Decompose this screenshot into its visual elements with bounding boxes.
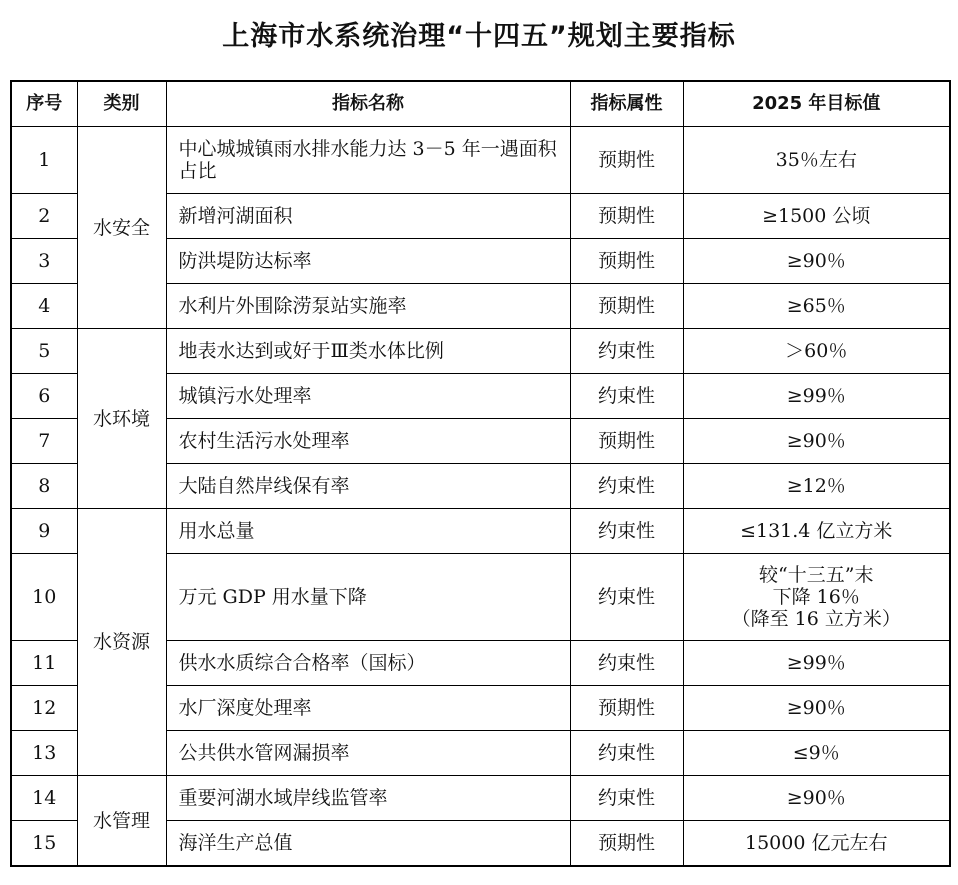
row-no: 12 bbox=[11, 686, 77, 731]
table-header-row bbox=[11, 81, 950, 127]
page-title: 上海市水系统治理“十四五”规划主要指标 bbox=[222, 21, 736, 52]
target-line: （降至 16 立方米） bbox=[731, 608, 901, 630]
table-row bbox=[11, 127, 950, 194]
row-attr: 约束性 bbox=[570, 776, 683, 821]
row-no: 3 bbox=[11, 239, 77, 284]
row-no: 10 bbox=[11, 554, 77, 641]
header-attr: 指标属性 bbox=[570, 81, 683, 127]
row-no: 14 bbox=[11, 776, 77, 821]
row-attr: 约束性 bbox=[570, 464, 683, 509]
row-no: 4 bbox=[11, 284, 77, 329]
row-target: ≥99％ bbox=[683, 374, 950, 419]
row-name: 防洪堤防达标率 bbox=[166, 239, 570, 284]
row-target: 35％左右 bbox=[683, 127, 950, 194]
row-target: ＞60％ bbox=[683, 329, 950, 374]
row-no: 11 bbox=[11, 641, 77, 686]
header-target: 2025 年目标值 bbox=[683, 81, 950, 127]
table-row bbox=[11, 776, 950, 821]
row-target: ≥90％ bbox=[683, 239, 950, 284]
target-line: 较“十三五”末 bbox=[759, 564, 874, 586]
category-cell: 水资源 bbox=[77, 509, 166, 776]
table-row bbox=[11, 509, 950, 554]
row-no: 13 bbox=[11, 731, 77, 776]
row-no: 9 bbox=[11, 509, 77, 554]
row-attr: 预期性 bbox=[570, 419, 683, 464]
row-target: ≥90％ bbox=[683, 686, 950, 731]
row-name: 水利片外围除涝泵站实施率 bbox=[166, 284, 570, 329]
row-no: 7 bbox=[11, 419, 77, 464]
row-attr: 预期性 bbox=[570, 239, 683, 284]
row-name: 公共供水管网漏损率 bbox=[166, 731, 570, 776]
row-name: 地表水达到或好于Ⅲ类水体比例 bbox=[166, 329, 570, 374]
row-no: 1 bbox=[11, 127, 77, 194]
row-name: 水厂深度处理率 bbox=[166, 686, 570, 731]
row-name: 供水水质综合合格率（国标） bbox=[166, 641, 570, 686]
row-target: ≤9％ bbox=[683, 731, 950, 776]
row-target: ≥90％ bbox=[683, 776, 950, 821]
row-name: 大陆自然岸线保有率 bbox=[166, 464, 570, 509]
category-cell: 水安全 bbox=[77, 127, 166, 329]
target-line: 下降 16％ bbox=[772, 586, 860, 608]
row-name: 农村生活污水处理率 bbox=[166, 419, 570, 464]
row-name: 中心城城镇雨水排水能力达 3－5 年一遇面积占比 bbox=[166, 127, 570, 194]
row-attr: 约束性 bbox=[570, 641, 683, 686]
row-target: ≥12％ bbox=[683, 464, 950, 509]
row-attr: 预期性 bbox=[570, 821, 683, 867]
row-name: 海洋生产总值 bbox=[166, 821, 570, 867]
header-name: 指标名称 bbox=[166, 81, 570, 127]
row-target: ≥1500 公顷 bbox=[683, 194, 950, 239]
row-target: 15000 亿元左右 bbox=[683, 821, 950, 867]
row-name: 城镇污水处理率 bbox=[166, 374, 570, 419]
row-name: 用水总量 bbox=[166, 509, 570, 554]
category-cell: 水管理 bbox=[77, 776, 166, 867]
row-attr: 预期性 bbox=[570, 686, 683, 731]
row-name: 重要河湖水域岸线监管率 bbox=[166, 776, 570, 821]
category-cell: 水环境 bbox=[77, 329, 166, 509]
row-attr: 约束性 bbox=[570, 509, 683, 554]
row-attr: 预期性 bbox=[570, 284, 683, 329]
row-no: 5 bbox=[11, 329, 77, 374]
row-target: ≤131.4 亿立方米 bbox=[683, 509, 950, 554]
header-seq: 序号 bbox=[11, 81, 77, 127]
row-no: 8 bbox=[11, 464, 77, 509]
row-target bbox=[683, 554, 950, 641]
row-attr: 预期性 bbox=[570, 194, 683, 239]
row-target: ≥99％ bbox=[683, 641, 950, 686]
indicator-table bbox=[10, 80, 951, 867]
row-target: ≥65％ bbox=[683, 284, 950, 329]
row-no: 6 bbox=[11, 374, 77, 419]
row-name: 万元 GDP 用水量下降 bbox=[166, 554, 570, 641]
row-target: ≥90％ bbox=[683, 419, 950, 464]
row-no: 15 bbox=[11, 821, 77, 867]
row-attr: 预期性 bbox=[570, 127, 683, 194]
row-attr: 约束性 bbox=[570, 731, 683, 776]
row-attr: 约束性 bbox=[570, 554, 683, 641]
row-name: 新增河湖面积 bbox=[166, 194, 570, 239]
row-attr: 约束性 bbox=[570, 374, 683, 419]
header-category: 类别 bbox=[77, 81, 166, 127]
row-attr: 约束性 bbox=[570, 329, 683, 374]
table-row bbox=[11, 329, 950, 374]
row-no: 2 bbox=[11, 194, 77, 239]
